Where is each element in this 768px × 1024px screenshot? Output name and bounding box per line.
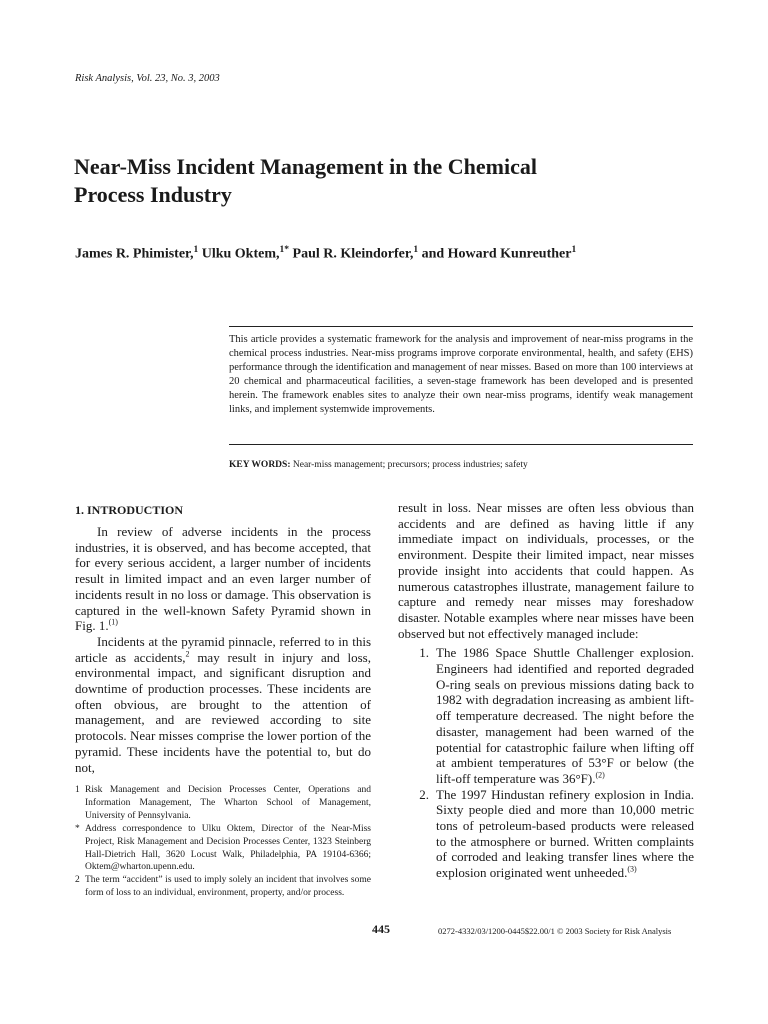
title-line-2: Process Industry (74, 182, 232, 207)
copyright-line: 0272-4332/03/1200-0445$22.00/1 © 2003 Society for Risk Analysis (438, 926, 672, 936)
list-item-body: The 1997 Hindustan refinery explosion in India. Sixty people died and more than 10,000 metric tons of petroleum-based products were released to the atmosphere or burned. Written complaints of corroded and leaking transfer lines where the explosion originated went unheeded. (436, 786, 694, 881)
intro-paragraph-1 (75, 524, 371, 634)
near-miss-examples-list (398, 645, 694, 881)
footnote-marker: 1 (75, 785, 80, 795)
reference-mark: (1) (108, 617, 118, 627)
intro-paragraph-2-text-b: may result in injury and loss, environmental impact, and significant disruption and downtime of production processes. These incidents are often obvious, are brought to the attention of management, and are reviewed according to site protocols. Near misses comprise the lower portion of the pyramid. These incidents have the potential to, but do not, (75, 649, 371, 775)
footnote-text: Address correspondence to Ulku Oktem, Director of the Near-Miss Project, Risk Management and Decision Processes Center, 1323 Steinberg Hall-Dietrich Hall, 3620 Locust Walk, Philadelphia, PA 19104-6366; Oktem@wharton.upenn.edu. (85, 823, 371, 873)
reference-mark: (3) (627, 864, 637, 874)
list-item (398, 787, 694, 881)
footnote (75, 874, 371, 900)
intro-paragraph-1-text: In review of adverse incidents in the process industries, it is observed, and has become accepted, that for every serious accident, a larger number of incidents result in limited impact and an even larger number of incidents result in no loss or damage. This observation is captured in the well-known Safety Pyramid shown in Fig. 1. (75, 524, 371, 634)
title-line-1: Near-Miss Incident Management in the Chemical (74, 154, 537, 179)
author-name: Paul R. Kleindorfer, (292, 246, 414, 262)
keywords-label: KEY WORDS: (229, 460, 291, 470)
footnote-marker: 2 (75, 875, 80, 886)
list-item-text (436, 787, 694, 881)
author-name: and Howard Kunreuther (421, 246, 572, 262)
footnote (75, 784, 371, 823)
page-number: 445 (372, 922, 390, 936)
footnote-marker: * (75, 823, 80, 834)
intro-paragraph-2 (75, 634, 371, 775)
right-column (398, 500, 694, 881)
footnote-text: Risk Management and Decision Processes Center, Operations and Information Management, The Wharton School of Management, University of Pennsylvania. (85, 785, 371, 821)
keywords-text: Near-miss management; precursors; process industries; safety (292, 460, 528, 470)
list-item-text (436, 645, 694, 786)
footnote (75, 823, 371, 875)
list-item-number: 2. (419, 786, 429, 802)
left-column (75, 502, 371, 775)
author-name: James R. Phimister, (75, 246, 194, 262)
author-list (75, 245, 695, 263)
abstract-top-rule (229, 326, 693, 327)
paper-title (74, 153, 634, 209)
section-heading: 1. INTRODUCTION (75, 503, 184, 517)
intro-paragraph-2-text-a: Incidents at the pyramid pinnacle, referred to in this article as accidents, (75, 633, 371, 665)
author-affiliation-mark: 1 (413, 245, 419, 255)
author-name: Ulku Oktem, (201, 246, 280, 262)
author-affiliation-mark: 1 (571, 245, 577, 255)
list-item-number: 1. (419, 645, 429, 661)
reference-mark: (2) (595, 770, 605, 780)
author-affiliation-mark: 1* (279, 245, 290, 255)
list-item (398, 645, 694, 786)
abstract: This article provides a systematic framework for the analysis and improvement of near-miss programs in the chemical process industries. Near-miss programs improve corporate environmental, health, and safety (EHS) performance through the identification and management of near misses. Based on more than 100 interviews at 20 chemical and pharmaceutical facilities, a seven-stage framework has been developed and is presented herein. The framework enables sites to analyze their own near-miss programs, identify weak management links, and implement systemwide improvements. (229, 334, 693, 416)
list-item-body: The 1986 Space Shuttle Challenger explosion. Engineers had identified and reported degraded O-ring seals on previous missions dating back to 1982 with degradation increasing as ambient lift-off temperature decreased. The night before the disaster, management had been warned of the potential for catastrophic failure when lifting off at ambient temperatures of 53°F or below (the lift-off temperature was 36°F). (436, 645, 694, 786)
footnote-mark: 2 (185, 649, 190, 659)
footnotes (75, 784, 371, 900)
journal-citation: Risk Analysis, Vol. 23, No. 3, 2003 (75, 73, 220, 84)
abstract-bottom-rule (229, 444, 693, 445)
intro-paragraph-3: result in loss. Near misses are often less obvious than accidents and are defined as having little if any immediate impact on individuals, processes, or the environment. Despite their limited impact, near misses provide insight into accidents that could happen. As numerous catastrophes illustrate, management failure to capture and remedy near misses may foreshadow disaster. Notable examples where near misses have been observed but not effectively managed include: (398, 500, 694, 641)
author-affiliation-mark: 1 (193, 245, 199, 255)
keywords (229, 460, 693, 470)
footnote-text: The term “accident” is used to imply solely an incident that involves some form of loss to an individual, environment, property, and/or process. (85, 875, 371, 899)
